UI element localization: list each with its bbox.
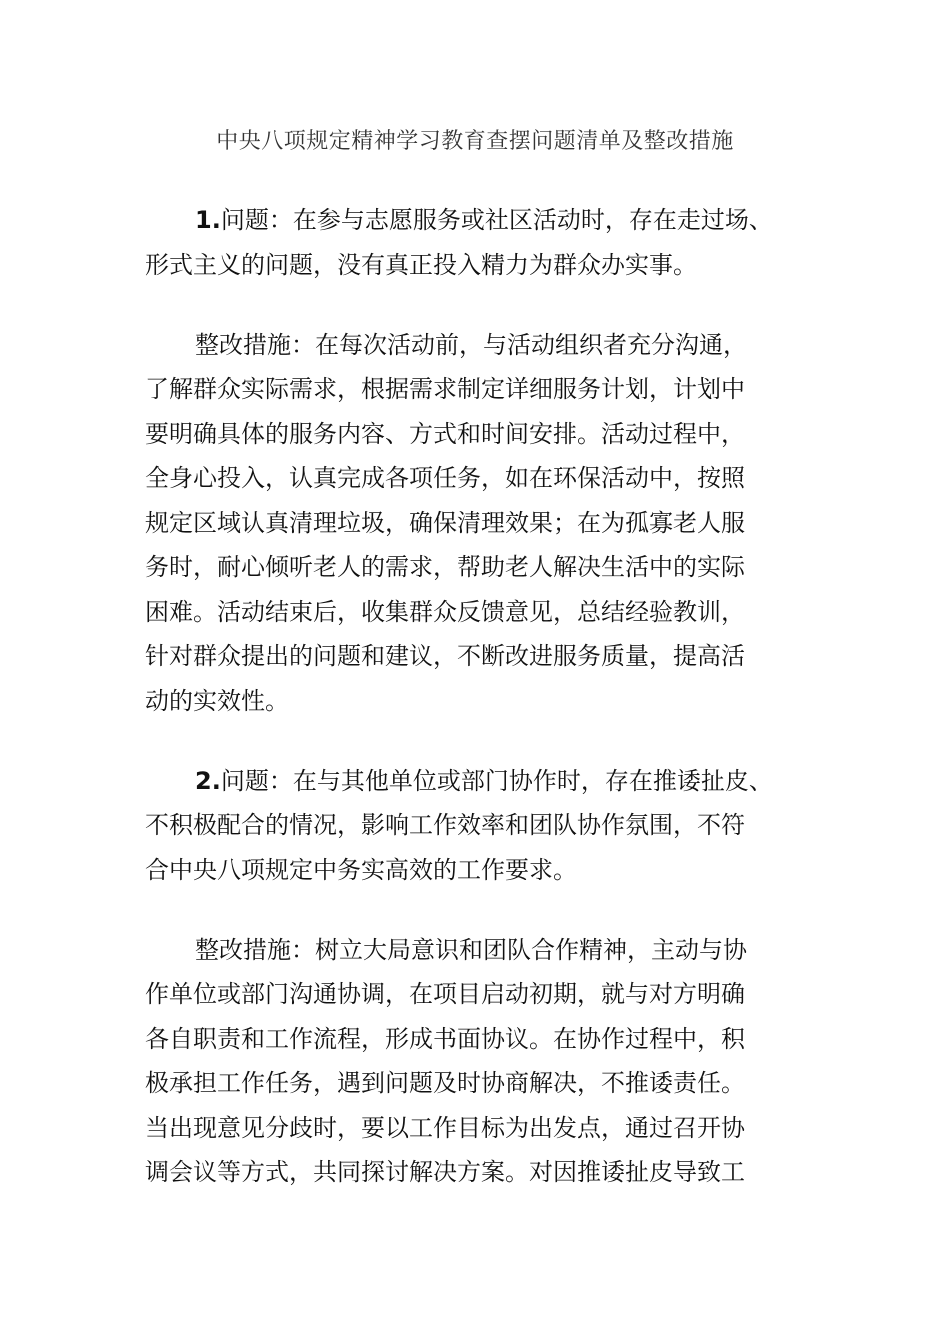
paragraph bbox=[145, 928, 825, 1195]
text-line: 要明确具体的服务内容、方式和时间安排。活动过程中， bbox=[145, 419, 745, 448]
text-line: 当出现意见分歧时，要以工作目标为出发点，通过召开协 bbox=[145, 1113, 745, 1142]
text-line: 1.问题：在参与志愿服务或社区活动时，存在走过场、 bbox=[195, 206, 773, 234]
text-line: 形式主义的问题，没有真正投入精力为群众办实事。 bbox=[145, 250, 697, 279]
text-line: 规定区域认真清理垃圾，确保清理效果；在为孤寡老人服 bbox=[145, 508, 745, 537]
item-number: 2. bbox=[195, 766, 221, 795]
text-line: 针对群众提出的问题和建议，不断改进服务质量，提高活 bbox=[145, 642, 745, 670]
text-line: 2.问题：在与其他单位或部门协作时，存在推诿扯皮、 bbox=[195, 766, 773, 795]
document-body bbox=[145, 198, 825, 1230]
text-line: 困难。活动结束后，收集群众反馈意见，总结经验教训， bbox=[145, 597, 745, 626]
text-line: 整改措施：树立大局意识和团队合作精神，主动与协 bbox=[195, 935, 747, 964]
document-title: 中央八项规定精神学习教育查摆问题清单及整改措施 bbox=[216, 129, 734, 154]
paragraph bbox=[145, 323, 825, 724]
text-line: 了解群众实际需求，根据需求制定详细服务计划，计划中 bbox=[145, 375, 745, 403]
text-line: 整改措施：在每次活动前，与活动组织者充分沟通， bbox=[195, 330, 747, 359]
text-line: 极承担工作任务，遇到问题及时协商解决，不推诿责任。 bbox=[145, 1069, 745, 1097]
paragraph bbox=[145, 198, 825, 287]
text-line: 不积极配合的情况，影响工作效率和团队协作氛围，不符 bbox=[145, 811, 745, 839]
text-line: 务时，耐心倾听老人的需求，帮助老人解决生活中的实际 bbox=[145, 553, 745, 581]
text-line: 各自职责和工作流程，形成书面协议。在协作过程中，积 bbox=[145, 1024, 745, 1053]
text-line: 作单位或部门沟通协调，在项目启动初期，就与对方明确 bbox=[145, 980, 745, 1008]
text-line: 全身心投入，认真完成各项任务，如在环保活动中，按照 bbox=[145, 464, 745, 492]
paragraph bbox=[145, 759, 825, 893]
item-number: 1. bbox=[195, 206, 221, 234]
text-line: 动的实效性。 bbox=[145, 686, 289, 715]
text-line: 合中央八项规定中务实高效的工作要求。 bbox=[145, 855, 577, 884]
text-line: 调会议等方式，共同探讨解决方案。对因推诿扯皮导致工 bbox=[145, 1158, 745, 1186]
